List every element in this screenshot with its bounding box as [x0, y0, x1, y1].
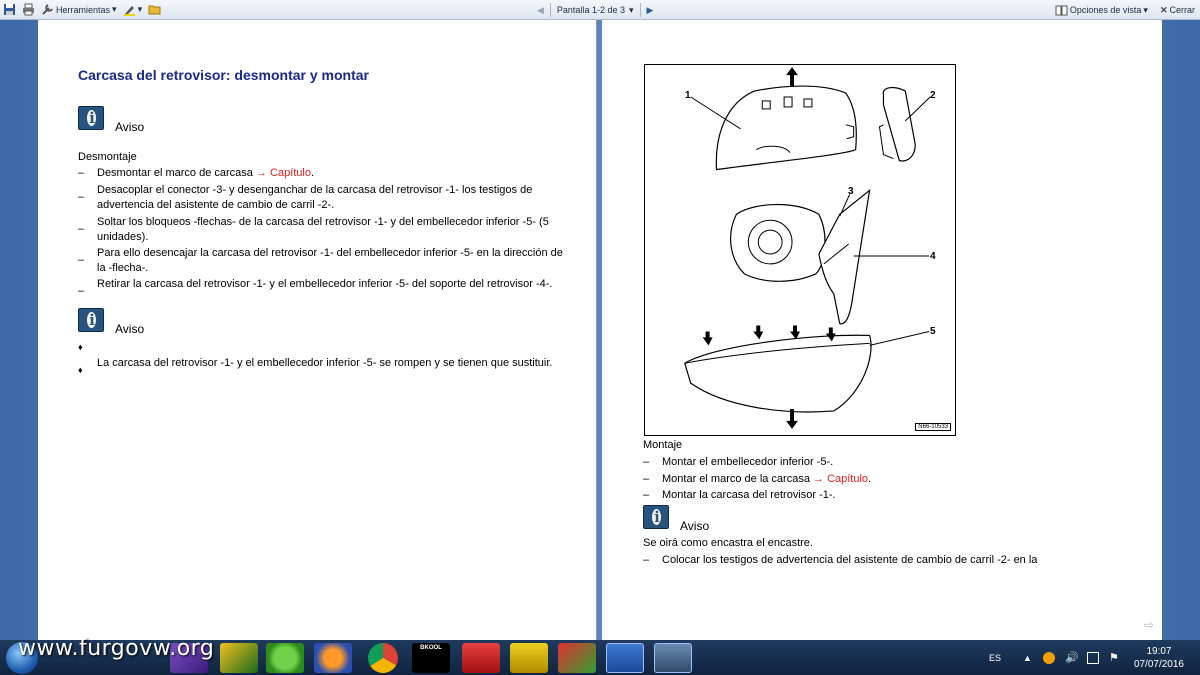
flag-icon[interactable]: ⚑: [1108, 651, 1119, 664]
step-text-main: Montar el marco de la carcasa: [662, 473, 814, 485]
page-right: [602, 20, 1162, 640]
dash-marker: –: [78, 191, 85, 203]
section-heading: Montaje: [643, 439, 683, 451]
note-label: Aviso: [680, 519, 710, 533]
save-icon: [3, 3, 16, 16]
list-item: [78, 356, 568, 378]
chevron-up-icon[interactable]: ▲: [1023, 652, 1032, 663]
reader-app-icon[interactable]: [654, 643, 692, 673]
view-options-menu[interactable]: [1052, 1, 1151, 19]
clock-time: 19:07: [1146, 645, 1172, 657]
language-indicator[interactable]: ES: [989, 652, 1002, 663]
app-8-icon[interactable]: [510, 643, 548, 673]
highlight-button[interactable]: [120, 1, 146, 19]
tools-icon: [41, 3, 54, 16]
warning-text: La carcasa del retrovisor -1- y el embellecedor inferior -5- se rompen y se tienen que sustituir.: [97, 357, 553, 369]
step-text: Colocar los testigos de advertencia del asistente de cambio de carril -2- en la: [662, 554, 1038, 566]
mirror-diagram-drawing: [645, 65, 955, 435]
list-item: [643, 553, 1143, 568]
view-options-label: Opciones de vista: [1069, 5, 1142, 15]
bkool-label: BKOOL: [420, 645, 442, 651]
toolbar-divider: [550, 3, 551, 17]
printer-icon: [22, 3, 35, 16]
previous-page-button[interactable]: ◀: [537, 4, 544, 15]
clock-date: 07/07/2016: [1133, 658, 1184, 670]
step-text: Para ello desencajar la carcasa del retrovisor -1- del embellecedor inferior -5- en la dirección de la -flecha-.: [97, 247, 563, 274]
word-icon[interactable]: [606, 643, 644, 673]
step-text: Soltar los bloqueos -flechas- de la carcasa del retrovisor -1- y del embellecedor inferior -5- (5 unidades).: [97, 216, 549, 243]
note-text: Se oirá como encastra el encastre.: [643, 537, 813, 549]
dash-marker: –: [78, 223, 85, 235]
tools-menu[interactable]: [38, 1, 120, 19]
list-item: [643, 455, 1143, 470]
step-text: Desacoplar el conector -3- y desenganchar de la carcasa del retrovisor -1- los testigos de advertencia del asistente de cambio de carril -2-.: [97, 184, 533, 211]
firefox-icon[interactable]: [314, 643, 352, 673]
list-item: [78, 215, 568, 245]
dash-marker: –: [78, 167, 85, 179]
clock[interactable]: [1134, 645, 1184, 671]
chapter-link[interactable]: → Capítulo: [813, 473, 869, 485]
step-text-main: Desmontar el marco de carcasa: [97, 167, 256, 179]
tools-label: Herramientas: [56, 4, 111, 15]
chapter-link[interactable]: → Capítulo: [255, 167, 311, 179]
page-left: [38, 20, 597, 640]
dash-marker: –: [643, 456, 650, 468]
close-label: Cerrar: [1169, 5, 1195, 15]
dash-marker: –: [643, 473, 650, 485]
chevron-down-icon: ▾: [1143, 4, 1148, 15]
note-label: Aviso: [115, 322, 145, 336]
callout-label: 3: [848, 186, 854, 197]
save-button[interactable]: [0, 1, 19, 19]
note-label: Aviso: [115, 120, 145, 134]
chrome-icon[interactable]: [368, 643, 398, 673]
close-icon: ✕: [1159, 4, 1168, 15]
step-text: Montar la carcasa del retrovisor -1-.: [662, 489, 836, 501]
section-heading: Desmontaje: [78, 151, 137, 163]
yg-app-icon[interactable]: [558, 643, 596, 673]
info-icon: [643, 505, 669, 529]
step-text-suffix: .: [310, 167, 315, 179]
mirror-diagram: [644, 64, 956, 436]
list-item: [78, 166, 568, 181]
step-text-suffix: .: [868, 473, 872, 485]
callout-label: 5: [930, 326, 936, 337]
callout-label: 4: [930, 251, 936, 262]
view-options-icon: [1055, 4, 1068, 17]
info-icon: [78, 106, 104, 130]
folder-icon: [148, 3, 161, 16]
dash-marker: –: [643, 554, 650, 566]
bkool-icon[interactable]: [412, 643, 450, 673]
step-text: Retirar la carcasa del retrovisor -1- y el embellecedor inferior -5- del soporte del retrovisor -4-.: [97, 278, 553, 290]
chevron-down-icon: ▾: [112, 4, 117, 14]
reader-toolbar: [0, 0, 1200, 20]
tool-app-icon[interactable]: [220, 643, 258, 673]
watermark-text: www.furgovw.org: [18, 636, 215, 661]
page-title: Carcasa del retrovisor: desmontar y montar: [78, 67, 369, 83]
pages-label[interactable]: Pantalla 1-2 de 3: [556, 5, 625, 15]
info-icon: [78, 308, 104, 332]
chevron-down-icon[interactable]: ▾: [628, 4, 634, 15]
close-button[interactable]: [1157, 1, 1198, 19]
dash-marker: –: [78, 254, 85, 266]
step-text: Montar el embellecedor inferior -5-.: [662, 456, 834, 468]
network-icon[interactable]: [1087, 652, 1099, 664]
next-page-arrow-icon[interactable]: ⇨: [1143, 618, 1154, 632]
chevron-down-icon: ▾: [137, 4, 143, 14]
list-item: [643, 472, 1143, 487]
highlighter-icon: [123, 3, 136, 16]
folder-button[interactable]: [145, 1, 164, 19]
list-item: [78, 183, 568, 213]
dash-marker: –: [78, 285, 85, 297]
callout-label: 2: [930, 90, 936, 101]
utorrent-icon[interactable]: [266, 643, 304, 673]
print-button[interactable]: [19, 1, 38, 19]
toolbar-right: [1052, 1, 1198, 19]
stats-app-icon[interactable]: [462, 643, 500, 673]
figure-code: N66-10533: [915, 423, 951, 431]
step-text: [97, 166, 568, 181]
toolbar-divider: [640, 3, 641, 17]
dash-marker: –: [643, 489, 650, 501]
list-item: [78, 277, 568, 299]
step-text: [662, 472, 1143, 487]
list-item: [78, 246, 568, 276]
volume-icon[interactable]: 🔊: [1064, 651, 1079, 664]
update-icon[interactable]: [1043, 652, 1055, 664]
next-page-button[interactable]: ▶: [646, 4, 654, 15]
document-viewport: [0, 20, 1200, 640]
callout-label: 1: [685, 90, 691, 101]
bullet-marker: ♦: [78, 342, 83, 352]
page-navigator: [537, 1, 653, 19]
bullet-marker: ♦: [78, 365, 83, 375]
list-item: [643, 488, 1143, 503]
system-tray: [989, 640, 1200, 675]
